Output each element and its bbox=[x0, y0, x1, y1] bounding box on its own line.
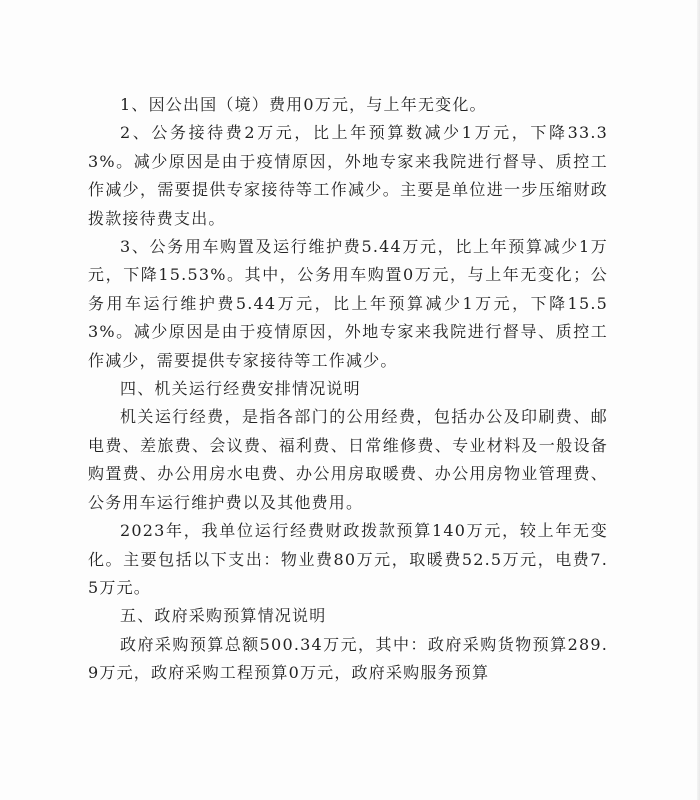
section-heading-procurement: 五、政府采购预算情况说明 bbox=[120, 606, 327, 626]
section-heading-operating-funds: 四、机关运行经费安排情况说明 bbox=[120, 379, 361, 399]
paragraph-overseas-travel: 1、因公出国（境）费用0万元，与上年无变化。 bbox=[120, 95, 487, 114]
paragraph-operating-funds-2023: 2023年，我单位运行经费财政拨款预算140万元，较上年无变化。主要包括以下支出：物业费80万元，取暖费52.5万元，电费7.5万元。 bbox=[88, 521, 608, 597]
paragraph-reception-expenses: 2、公务接待费2万元，比上年预算数减少1万元，下降33.33%。减少原因是由于疫情原因，外地专家来我院进行督导、质控工作减少，需要提供专家接待等工作减少。主要是单位进一步压缩财政拨款接待费支出。 bbox=[88, 123, 608, 228]
paragraph-operating-funds-definition: 机关运行经费，是指各部门的公用经费，包括办公及印刷费、邮电费、差旅费、会议费、福利费、日常维修费、专业材料及一般设备购置费、办公用房水电费、办公用房取暖费、办公用房物业管理费、公务用车运行维护费以及其他费用。 bbox=[88, 407, 608, 512]
document-body bbox=[88, 91, 608, 688]
paragraph-vehicle-expenses: 3、公务用车购置及运行维护费5.44万元，比上年预算减少1万元，下降15.53%。其中，公务用车购置0万元，与上年无变化；公务用车运行维护费5.44万元，比上年预算减少1万元，下降15.53%。减少原因是由于疫情原因，外地专家来我院进行督导、质控工作减少，需要提供专家接待等工作减少。 bbox=[88, 237, 608, 370]
paragraph-procurement-budget: 政府采购预算总额500.34万元，其中：政府采购货物预算289.9万元，政府采购工程预算0万元，政府采购服务预算 bbox=[88, 634, 608, 683]
